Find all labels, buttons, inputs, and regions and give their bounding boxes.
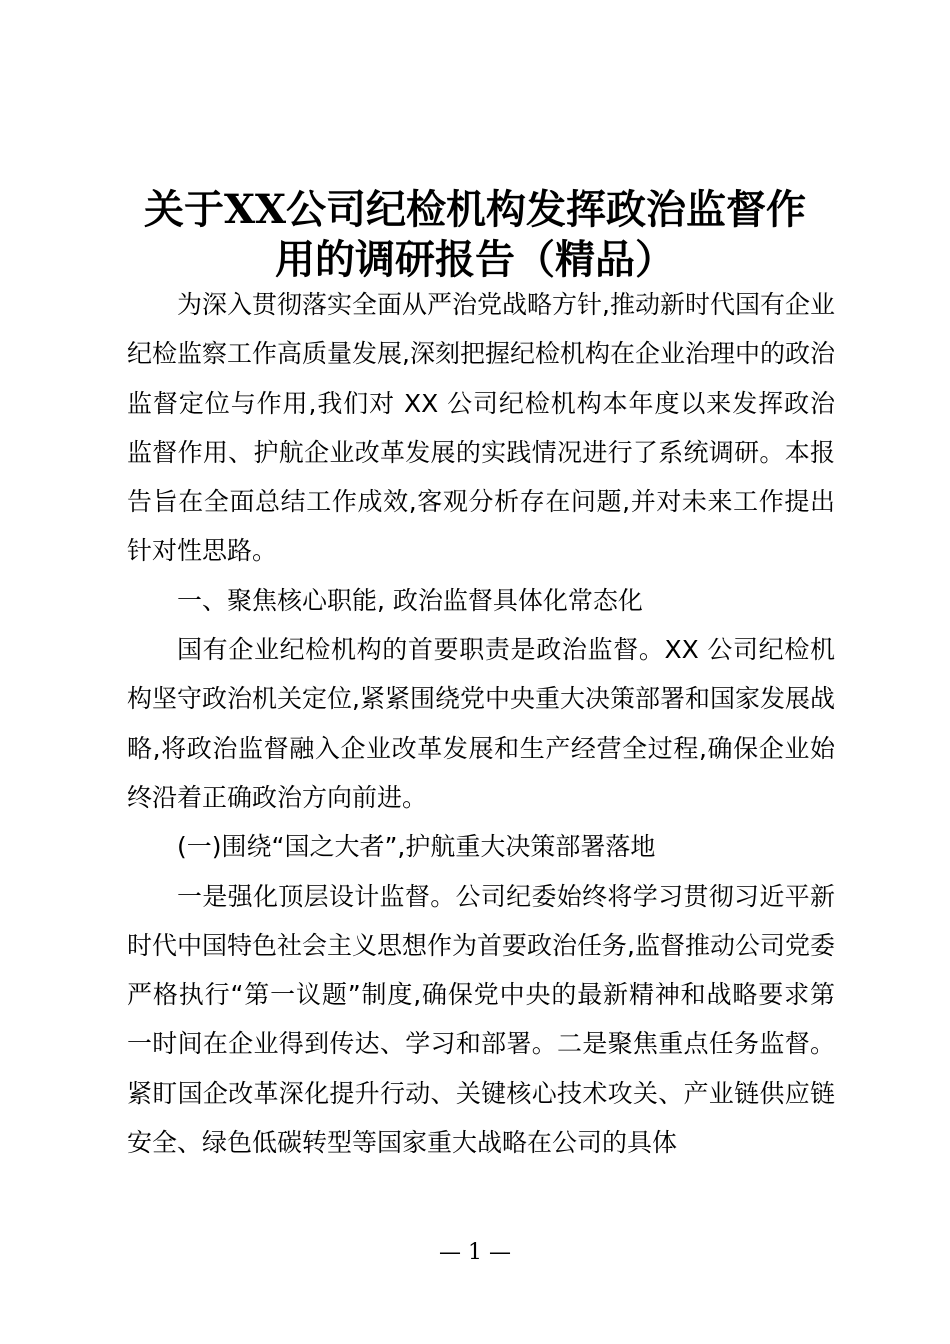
subsection-heading-1: (一)围绕“国之大者”,护航重大决策部署落地: [177, 832, 656, 862]
section-heading-1: 一、聚焦核心职能, 政治监督具体化常态化: [177, 585, 643, 615]
intro-paragraph: 为深入贯彻落实全面从严治党战略方针,推动新时代国有企业纪检监察工作高质量发展,深刻把握纪检机构在企业治理中的政治监督定位与作用,我们对 XX 公司纪检机构本年度以来发挥政治监督作用、护航企业改革发展的实践情况进行了系统调研。本报告旨在全面总结工作成效,客观分析存在问题,并对未来工作提出针对性思路。: [127, 290, 835, 566]
document-title-line-1: 关于XX公司纪检机构发挥政治监督作: [143, 186, 807, 233]
section-1-paragraph: 国有企业纪检机构的首要职责是政治监督。XX 公司纪检机构坚守政治机关定位,紧紧围绕党中央重大决策部署和国家发展战略,将政治监督融入企业改革发展和生产经营全过程,确保企业始终沿着正确政治方向前进。: [127, 635, 835, 812]
document-title-line-2: 用的调研报告（精品）: [275, 236, 675, 283]
subsection-1-paragraph: 一是强化顶层设计监督。公司纪委始终将学习贯彻习近平新时代中国特色社会主义思想作为首要政治任务,监督推动公司党委严格执行“第一议题”制度,确保党中央的最新精神和战略要求第一时间在企业得到传达、学习和部署。二是聚焦重点任务监督。紧盯国企改革深化提升行动、关键核心技术攻关、产业链供应链安全、绿色低碳转型等国家重大战略在公司的具体: [127, 881, 835, 1158]
page-number: — 1 —: [439, 1240, 511, 1265]
document-body: [127, 280, 835, 1167]
